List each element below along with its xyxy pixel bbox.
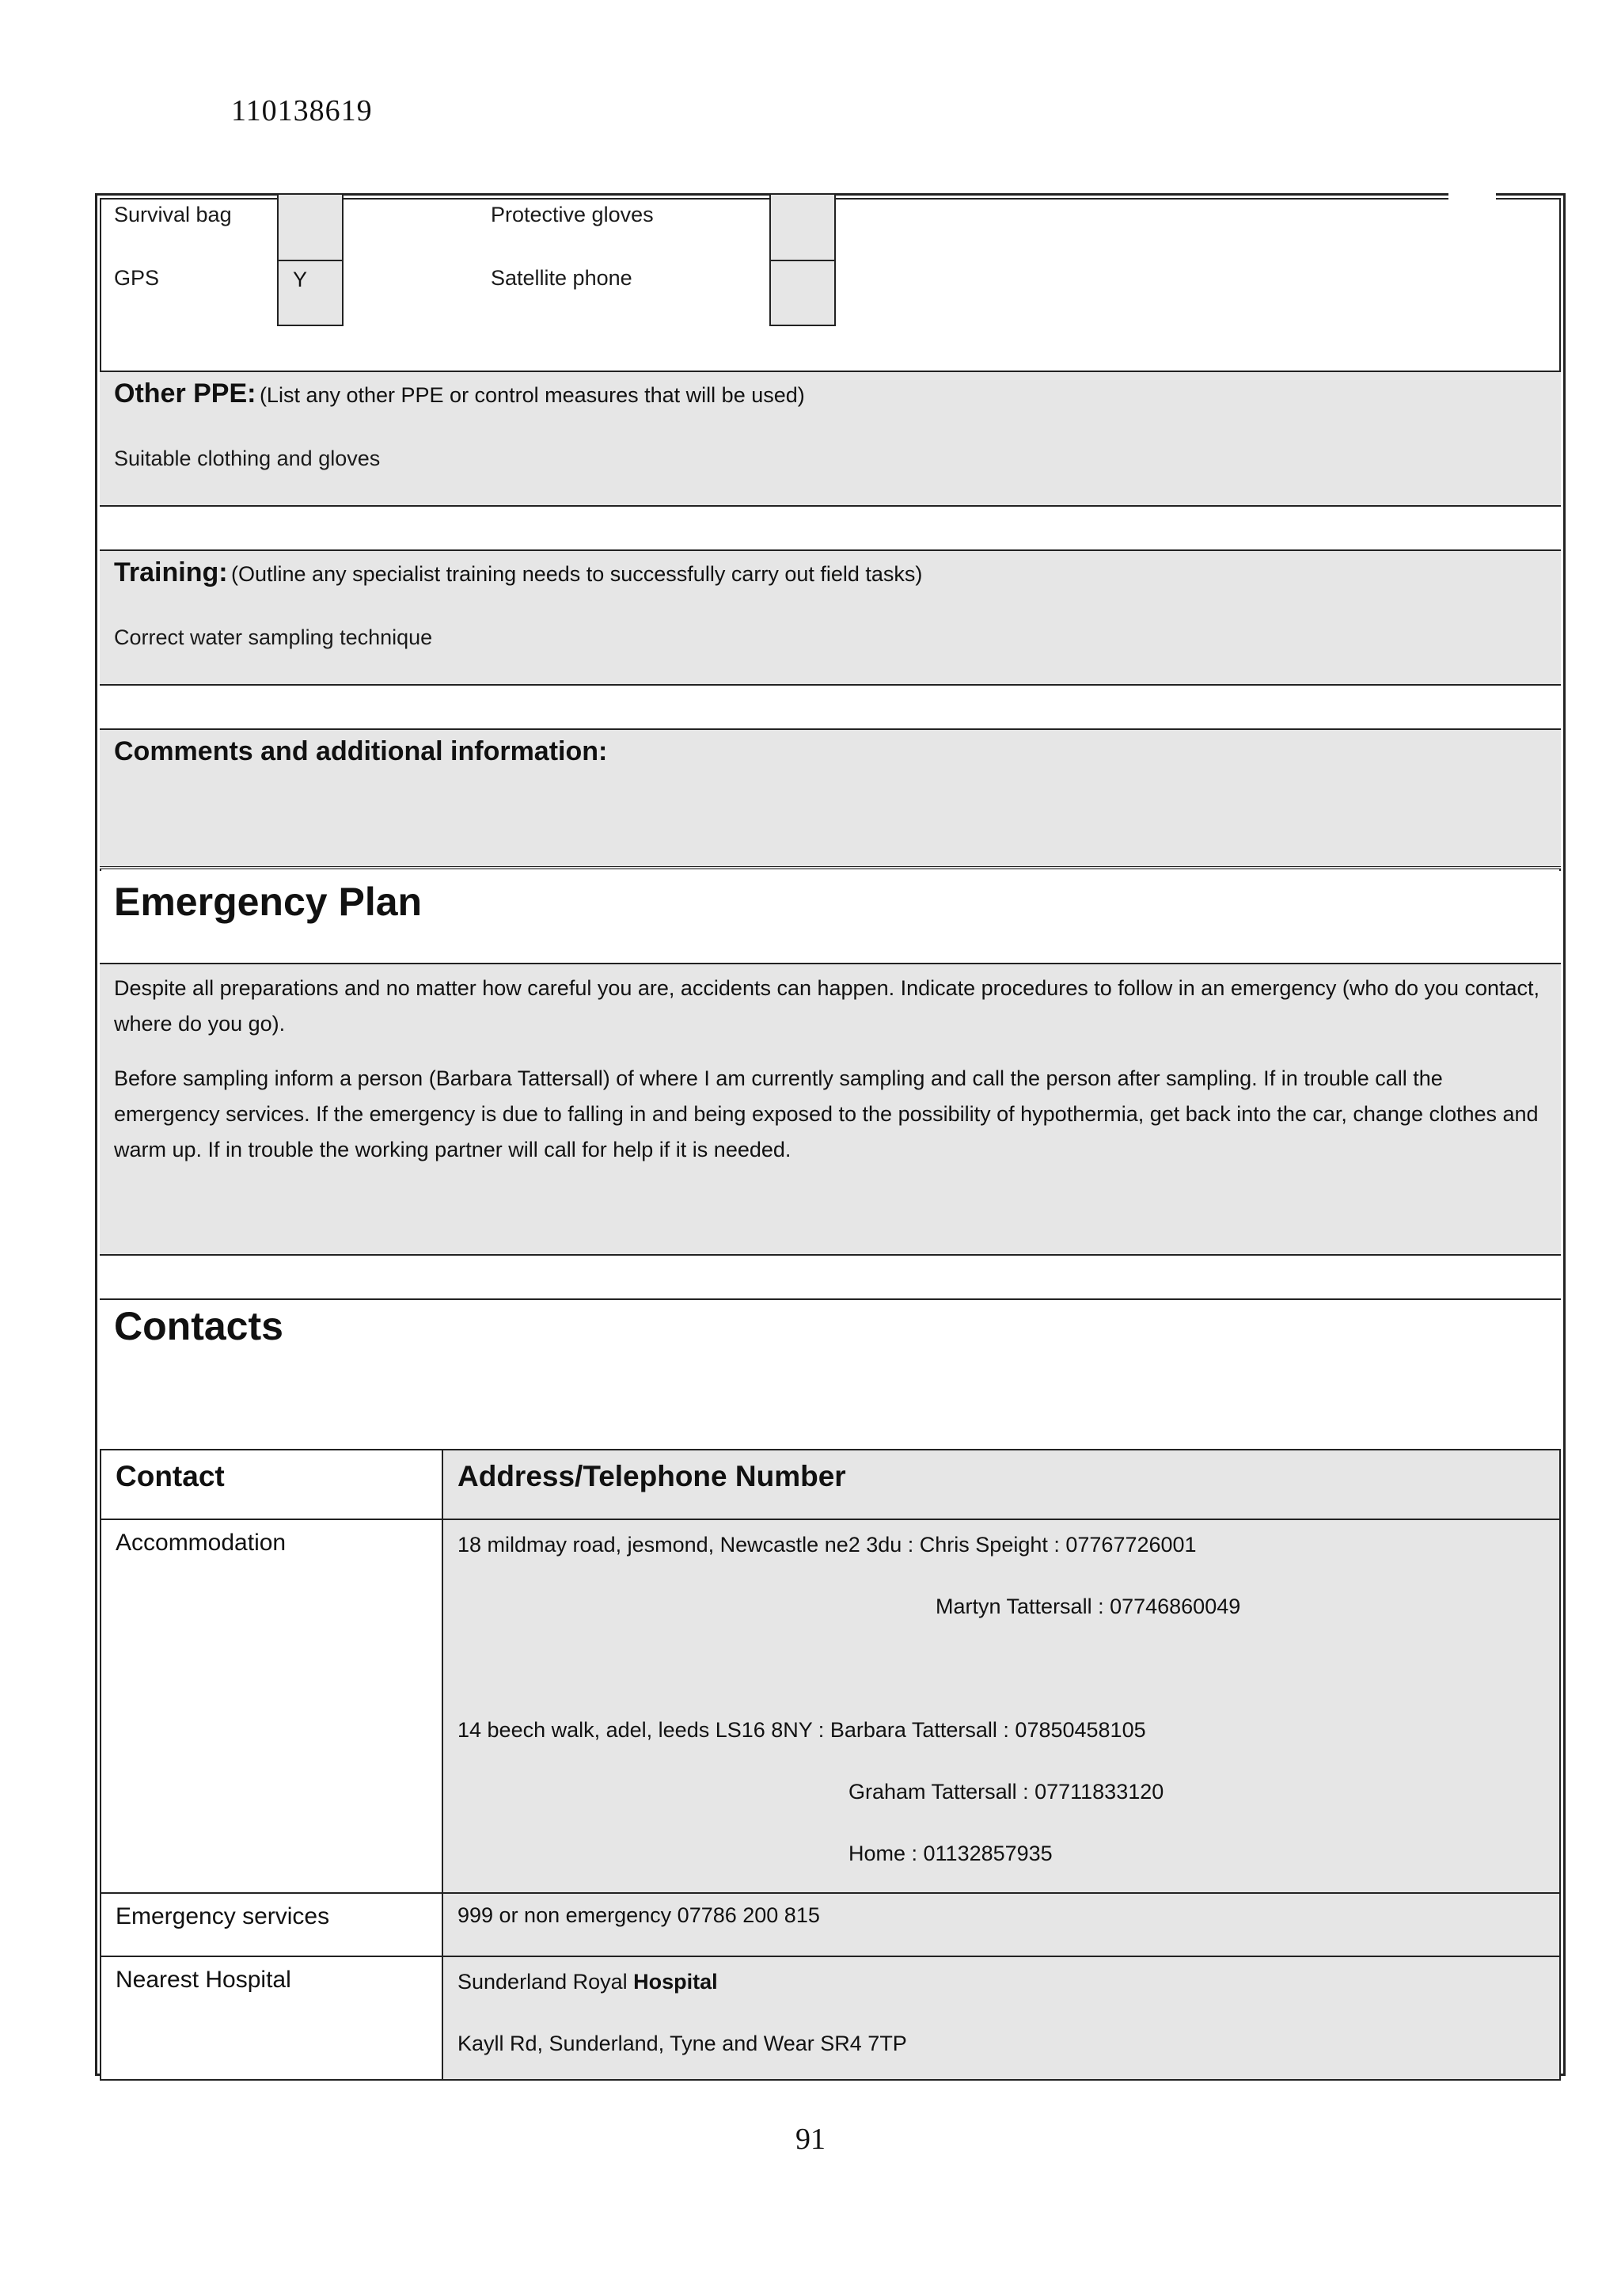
table-header-row — [101, 1450, 1560, 1519]
other-ppe-note: (List any other PPE or control measures that will be used) — [259, 383, 805, 407]
other-ppe-title: Other PPE: — [114, 378, 256, 409]
hospital-address: Kayll Rd, Sunderland, Tyne and Wear SR4 7TP — [457, 2032, 907, 2055]
column-header-address: Address/Telephone Number — [442, 1450, 1560, 1519]
column-header-contact: Contact — [101, 1450, 442, 1519]
checkbox-gps[interactable]: Y — [277, 260, 344, 326]
hospital-name: Sunderland Royal — [457, 1970, 628, 1994]
accommodation-line: Martyn Tattersall : 07746860049 — [936, 1595, 1241, 1618]
emergency-plan-title: Emergency Plan — [114, 880, 423, 924]
spacer-row — [100, 686, 1561, 730]
training-section — [100, 551, 1561, 686]
checkbox-protective-gloves[interactable] — [769, 193, 836, 261]
contacts-header — [100, 1300, 1561, 1449]
emergency-plan-body — [100, 964, 1561, 1256]
contact-value-accommodation — [442, 1519, 1560, 1893]
accommodation-line: 14 beech walk, adel, leeds LS16 8NY : Barbara Tattersall : 07850458105 — [457, 1718, 1146, 1742]
emergency-plan-intro: Despite all preparations and no matter how careful you are, accidents can happen. Indicate procedures to follow in an emergency (who do you contact, where do you go). — [114, 976, 1540, 1036]
document-id: 110138619 — [231, 94, 373, 127]
contact-label-hospital: Nearest Hospital — [101, 1956, 442, 2080]
table-row — [101, 1956, 1560, 2080]
other-ppe-section — [100, 371, 1561, 507]
contacts-table — [100, 1449, 1561, 2081]
equipment-item-gps: GPS — [114, 266, 160, 290]
checkbox-survival-bag[interactable] — [277, 193, 344, 261]
spacer-row — [100, 507, 1561, 551]
accommodation-line: Home : 01132857935 — [848, 1842, 1053, 1865]
checkbox-satellite-phone[interactable] — [769, 260, 836, 326]
contacts-title: Contacts — [114, 1304, 283, 1348]
accommodation-line: Graham Tattersall : 07711833120 — [848, 1780, 1164, 1804]
equipment-item-satellite-phone: Satellite phone — [491, 266, 632, 290]
spacer-row — [100, 1256, 1561, 1300]
page-number: 91 — [795, 2123, 826, 2156]
comments-section — [100, 730, 1561, 869]
other-ppe-value[interactable]: Suitable clothing and gloves — [114, 447, 381, 470]
contact-value-emergency: 999 or non emergency 07786 200 815 — [442, 1893, 1560, 1956]
training-note: (Outline any specialist training needs to successfully carry out field tasks) — [231, 562, 923, 586]
training-title: Training: — [114, 557, 228, 587]
contact-label-emergency: Emergency services — [101, 1893, 442, 1956]
comments-title: Comments and additional information: — [114, 736, 608, 766]
contact-label-accommodation: Accommodation — [101, 1519, 442, 1893]
equipment-item-survival-bag: Survival bag — [114, 203, 232, 226]
contact-value-hospital — [442, 1956, 1560, 2080]
accommodation-line: 18 mildmay road, jesmond, Newcastle ne2 3du : Chris Speight : 07767726001 — [457, 1533, 1197, 1557]
hospital-name-bold: Hospital — [633, 1970, 718, 1994]
emergency-plan-header — [100, 871, 1561, 964]
equipment-item-protective-gloves: Protective gloves — [491, 203, 654, 226]
emergency-plan-text[interactable]: Before sampling inform a person (Barbara Tattersall) of where I am currently sampling and call the person after sampling. If in trouble call the emergency services. If the emergency is due to falling in and being exposed to the possibility of hypothermia, get back into the car, change clothes and warm up. If in trouble the working partner will call for help if it is needed. — [114, 1066, 1539, 1161]
table-row — [101, 1519, 1560, 1893]
table-row — [101, 1893, 1560, 1956]
training-value[interactable]: Correct water sampling technique — [114, 625, 433, 649]
